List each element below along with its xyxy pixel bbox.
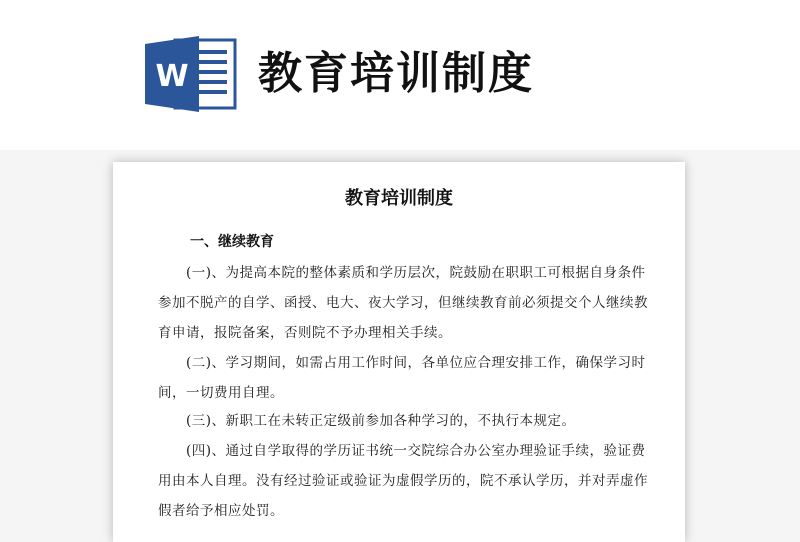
section-heading: 一、继续教育: [190, 234, 274, 250]
paragraph-1: (一)、为提高本院的整体素质和学历层次，院鼓励在职职工可根据自身条件参加不脱产的自学、函授、电大、夜大学习，但继续教育前必须提交个人继续教育申请，报院备案，否则院不予办理相关手续。: [158, 265, 648, 341]
document-page: [113, 162, 685, 542]
word-logo-letter: W: [155, 59, 189, 94]
word-document-icon: [145, 36, 237, 112]
paragraph-3: (三)、新职工在未转正定级前参加各种学习的，不执行本规定。: [186, 413, 576, 429]
paragraph-4: (四)、通过自学取得的学历证书统一交院综合办公室办理验证手续，验证费用由本人自理。没有经过验证或验证为虚假学历的，院不承认学历，并对弄虚作假者给予相应处罚。: [158, 443, 648, 519]
document-title: 教育培训制度: [345, 188, 453, 209]
page-title: 教育培训制度: [258, 48, 534, 99]
paragraph-2: (二)、学习期间，如需占用工作时间，各单位应合理安排工作，确保学习时间，一切费用自理。: [158, 355, 646, 401]
